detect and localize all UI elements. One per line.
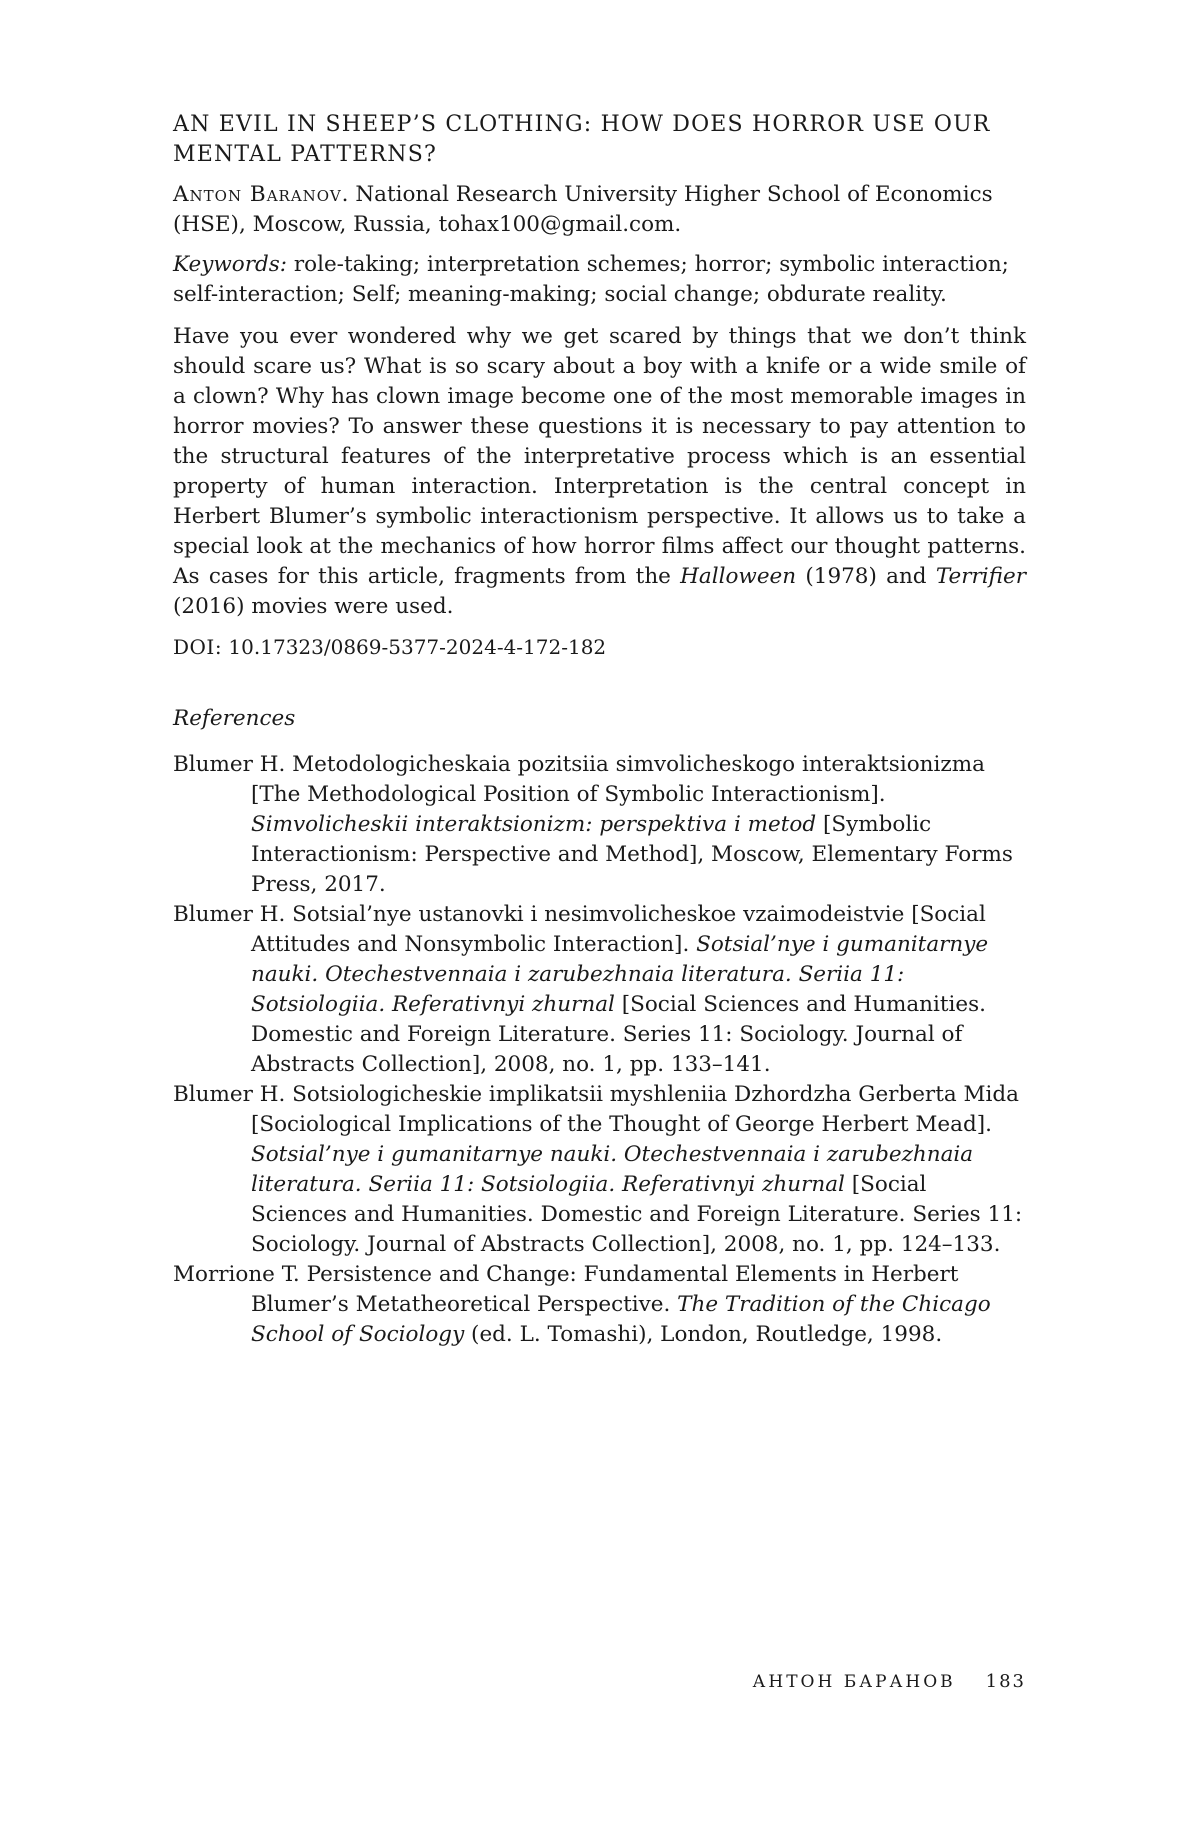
doi-label: DOI: — [173, 635, 223, 659]
page-number: 183 — [985, 1671, 1026, 1692]
reference-text: Blumer H. Metodologicheskaia pozitsiia simvolicheskogo interaktsionizma [The Methodological Position of Symbolic Interactionism]. — [173, 752, 985, 807]
abstract-film-2: Terrifier — [935, 564, 1026, 589]
author-name: Anton Baranov — [173, 182, 342, 207]
references-heading: References — [173, 706, 296, 731]
reference-source: The Tradition of the Chicago School of Sociology — [251, 1292, 991, 1347]
running-head: АНТОН БАРАНОВ — [752, 1672, 956, 1692]
page-footer — [700, 1671, 1026, 1692]
abstract-part-1: Have you ever wondered why we get scared by things that we don’t think should scare us? What is so scary about a boy with a knife or a wide smile of a clown? Why has clown image become one of the most memorable images in horror movies? To answer these questions it is necessary to pay attention to the structural features of the interpretative process which is an essential property of human interaction. Interpretation is the central concept in Herbert Blumer’s symbolic interactionism perspective. It allows us to take a special look at the mechanics of how horror films affect our thought patterns. As cases for this article, fragments from the — [173, 324, 1026, 589]
abstract-film-1: Halloween — [680, 564, 797, 589]
abstract-part-3: (2016) movies were used. — [173, 594, 454, 619]
abstract — [173, 322, 1026, 622]
reference-source: Sotsial’nye i gumanitarnye nauki. Otechestvennaia i zarubezhnaia literatura. Seriia 11: Sotsiologiia. Referativnyi zhurnal — [251, 1142, 974, 1197]
reference-details: [Social Sciences and Humanities. Domestic and Foreign Literature. Series 11: Sociology. Journal of Abstracts Collection], 2008, no. 1, pp. 133–141. — [251, 992, 986, 1077]
abstract-part-2: (1978) and — [796, 564, 936, 589]
reference-details: [Social Sciences and Humanities. Domestic and Foreign Literature. Series 11: Sociology. Journal of Abstracts Collection], 2008, no. 1, pp. 124–133. — [251, 1172, 1023, 1257]
reference-item — [173, 1080, 1026, 1260]
reference-text: Blumer H. Sotsial’nye ustanovki i nesimvolicheskoe vzaimodeistvie [Social Attitudes and Nonsymbolic Interaction]. — [173, 902, 986, 957]
reference-text: Blumer H. Sotsiologicheskie implikatsii myshleniia Dzhordzha Gerberta Mida [Sociological Implications of the Thought of George Herbert Mead]. — [173, 1082, 1019, 1137]
reference-source: Simvolicheskii interaktsionizm: perspektiva i metod — [251, 812, 817, 837]
reference-details: [Symbolic Interactionism: Perspective and Method], Moscow, Elementary Forms Press, 2017. — [251, 812, 1013, 897]
author-affiliation: . National Research University Higher School of Economics (HSE), Moscow, Russia, tohax100@gmail.com. — [173, 182, 993, 237]
reference-text: Morrione T. Persistence and Change: Fundamental Elements in Herbert Blumer’s Metatheoretical Perspective. — [173, 1262, 959, 1317]
reference-details: (ed. L. Tomashi), London, Routledge, 1998. — [464, 1322, 943, 1347]
reference-item — [173, 1260, 1026, 1350]
article-title: AN EVIL IN SHEEP’S CLOTHING: HOW DOES HORROR USE OUR MENTAL PATTERNS? — [173, 112, 991, 167]
reference-item — [173, 750, 1026, 900]
reference-source: Sotsial’nye i gumanitarnye nauki. Otechestvennaia i zarubezhnaia literatura. Seriia 11: Sotsiologiia. Referativnyi zhurnal — [251, 932, 989, 1017]
doi-value: 10.17323/0869-5377-2024-4-172-182 — [222, 635, 607, 659]
keywords — [173, 250, 1026, 310]
references-list — [173, 750, 1026, 1350]
author-line — [173, 180, 1026, 240]
keywords-label: Keywords: — [173, 252, 288, 277]
reference-item — [173, 900, 1026, 1080]
page-content — [173, 110, 1026, 1350]
keywords-list: role-taking; interpretation schemes; horror; symbolic interaction; self-interaction; Self; meaning-making; social change; obdurate reality. — [173, 252, 1009, 307]
doi — [173, 632, 1026, 662]
